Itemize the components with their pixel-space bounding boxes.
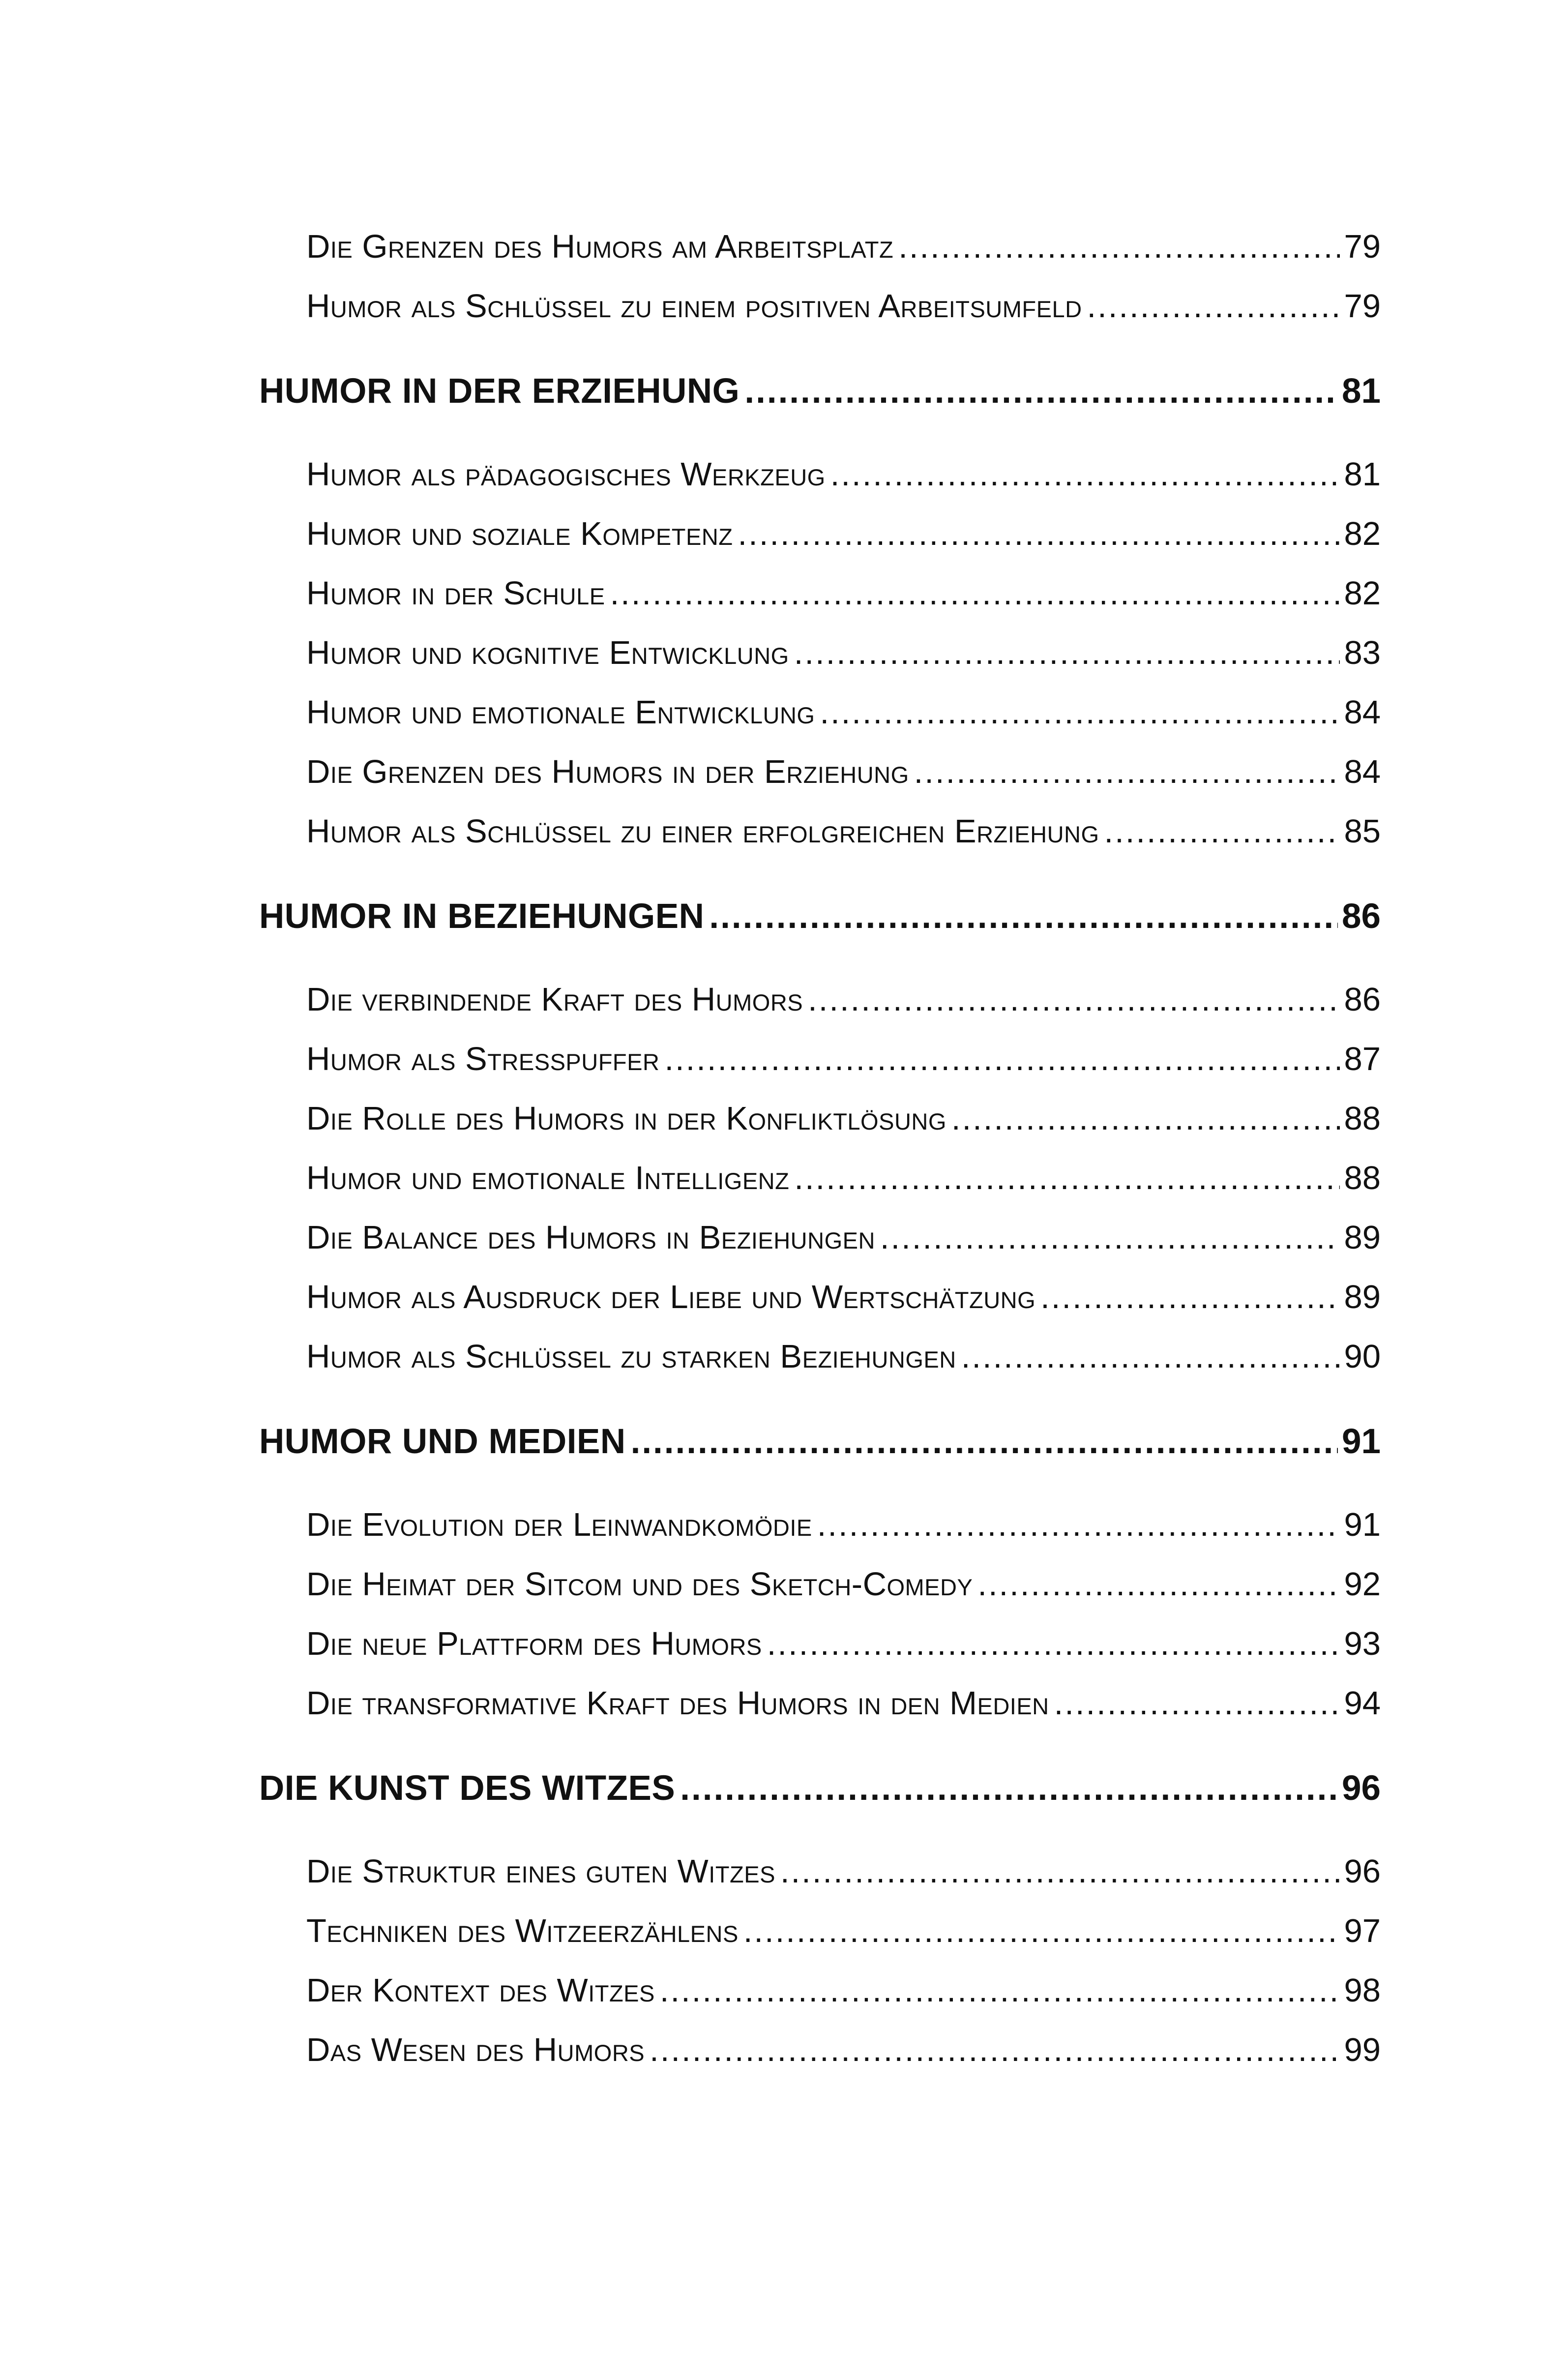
toc-entry-title: Die Heimat der Sitcom und des Sketch-Comedy (306, 1566, 973, 1603)
toc-entry-title: Die Evolution der Leinwandkomödie (306, 1506, 812, 1543)
toc-entry (306, 1278, 1381, 1327)
toc-entry (306, 1159, 1381, 1208)
toc-chapter (259, 1422, 1381, 1471)
toc-page-number: 89 (1344, 1279, 1381, 1315)
toc-page-number: 79 (1344, 288, 1381, 325)
dot-leader (794, 1159, 1340, 1197)
dot-leader (961, 1338, 1340, 1375)
toc-entry (306, 1338, 1381, 1387)
toc-page-number: 90 (1344, 1338, 1381, 1375)
toc-entry-title: Humor als pädagogisches Werkzeug (306, 456, 826, 493)
toc-entry (306, 753, 1381, 802)
toc-entry (306, 1219, 1381, 1268)
toc-entry (306, 455, 1381, 505)
toc-entry (306, 228, 1381, 277)
dot-leader (794, 634, 1340, 672)
toc-chapter-title: HUMOR IN BEZIEHUNGEN (259, 897, 705, 936)
dot-leader (977, 1565, 1340, 1603)
dot-leader (631, 1422, 1338, 1462)
toc-entry (306, 634, 1381, 683)
dot-leader (1040, 1278, 1340, 1316)
toc-entry-title: Das Wesen des Humors (306, 2031, 645, 2068)
toc-page-number: 84 (1344, 694, 1381, 731)
toc-entry (306, 1684, 1381, 1733)
toc-entry (306, 2031, 1381, 2080)
dot-leader (820, 693, 1340, 731)
toc-entry (306, 693, 1381, 743)
toc-entry-title: Humor als Schlüssel zu einer erfolgreichen Erziehung (306, 813, 1099, 850)
toc-page-number: 87 (1344, 1041, 1381, 1077)
dot-leader (780, 1852, 1340, 1890)
toc-entry (306, 515, 1381, 564)
toc-entry (306, 812, 1381, 862)
toc-entry-title: Die Grenzen des Humors in der Erziehung (306, 753, 909, 790)
toc-page-number: 82 (1344, 575, 1381, 612)
toc-entry (306, 1971, 1381, 2021)
toc-chapter (259, 371, 1381, 420)
toc-entry-title: Humor und soziale Kompetenz (306, 515, 733, 552)
toc-page-number: 88 (1344, 1160, 1381, 1196)
toc-page-number: 81 (1342, 372, 1381, 411)
dot-leader (767, 1625, 1340, 1663)
toc-entry (306, 1506, 1381, 1555)
dot-leader (650, 2031, 1340, 2069)
toc-entry (306, 574, 1381, 624)
dot-leader (817, 1506, 1340, 1544)
toc-entry (306, 1912, 1381, 1961)
toc-page-number: 86 (1344, 981, 1381, 1018)
toc-page-number: 92 (1344, 1566, 1381, 1603)
dot-leader (660, 1971, 1340, 2009)
toc-entry-title: Die Balance des Humors in Beziehungen (306, 1219, 875, 1256)
toc-chapter-title: HUMOR UND MEDIEN (259, 1422, 626, 1461)
dot-leader (808, 981, 1340, 1018)
toc-page-number: 79 (1344, 228, 1381, 265)
toc-entry-title: Die transformative Kraft des Humors in den Medien (306, 1685, 1049, 1722)
dot-leader (709, 896, 1338, 936)
toc-entry-title: Die Struktur eines guten Witzes (306, 1853, 775, 1890)
toc-entry (306, 981, 1381, 1030)
dot-leader (738, 515, 1340, 553)
toc-entry-title: Humor als Schlüssel zu einem positiven Arbeitsumfeld (306, 288, 1082, 325)
toc-entry-title: Humor in der Schule (306, 575, 605, 612)
toc-chapter (259, 896, 1381, 946)
dot-leader (951, 1100, 1340, 1137)
toc-page-number: 99 (1344, 2031, 1381, 2068)
dot-leader (743, 1912, 1340, 1950)
toc-entry-title: Die neue Plattform des Humors (306, 1625, 762, 1662)
toc-entry-title: Die Rolle des Humors in der Konfliktlösung (306, 1100, 947, 1137)
toc-page-number: 85 (1344, 813, 1381, 850)
dot-leader (1087, 287, 1340, 325)
toc-page-number: 96 (1344, 1853, 1381, 1890)
toc-entry-title: Die Grenzen des Humors am Arbeitsplatz (306, 228, 894, 265)
toc-page-number: 84 (1344, 753, 1381, 790)
dot-leader (880, 1219, 1340, 1256)
toc-page-number: 97 (1344, 1912, 1381, 1949)
toc-page-number: 81 (1344, 456, 1381, 493)
toc-entry (306, 1565, 1381, 1614)
toc-entry-title: Humor als Schlüssel zu starken Beziehungen (306, 1338, 956, 1375)
dot-leader (898, 228, 1340, 266)
toc-page-number: 96 (1342, 1769, 1381, 1808)
toc-entry-title: Humor und emotionale Entwicklung (306, 694, 815, 731)
toc-page-number: 94 (1344, 1685, 1381, 1722)
toc-entry-title: Der Kontext des Witzes (306, 1972, 655, 2009)
dot-leader (744, 371, 1338, 411)
dot-leader (610, 574, 1340, 612)
toc-entry (306, 1625, 1381, 1674)
toc-page-number: 82 (1344, 515, 1381, 552)
toc-chapter-title: HUMOR IN DER ERZIEHUNG (259, 372, 740, 411)
toc-page-number: 83 (1344, 634, 1381, 671)
dot-leader (664, 1040, 1340, 1078)
toc-page-number: 98 (1344, 1972, 1381, 2009)
toc-page-number: 88 (1344, 1100, 1381, 1137)
toc-entry (306, 1040, 1381, 1089)
toc-entry-title: Humor als Ausdruck der Liebe und Wertschätzung (306, 1279, 1036, 1315)
dot-leader (830, 455, 1340, 493)
toc-entry (306, 1852, 1381, 1902)
dot-leader (680, 1768, 1338, 1808)
toc-entry (306, 1100, 1381, 1149)
dot-leader (1104, 812, 1340, 850)
toc-page-number: 86 (1342, 897, 1381, 936)
dot-leader (914, 753, 1340, 791)
toc-entry-title: Techniken des Witzeerzählens (306, 1912, 739, 1949)
toc-page-number: 91 (1342, 1422, 1381, 1461)
toc-entry-title: Die verbindende Kraft des Humors (306, 981, 803, 1018)
toc-entry-title: Humor und kognitive Entwicklung (306, 634, 789, 671)
toc-page-number: 89 (1344, 1219, 1381, 1256)
toc-entry-title: Humor und emotionale Intelligenz (306, 1160, 790, 1196)
toc-entry (306, 287, 1381, 336)
toc-entry-title: Humor als Stresspuffer (306, 1041, 660, 1077)
toc-page-number: 91 (1344, 1506, 1381, 1543)
toc-chapter-title: DIE KUNST DES WITZES (259, 1769, 676, 1808)
toc-page-number: 93 (1344, 1625, 1381, 1662)
toc-chapter (259, 1768, 1381, 1818)
dot-leader (1054, 1684, 1340, 1722)
